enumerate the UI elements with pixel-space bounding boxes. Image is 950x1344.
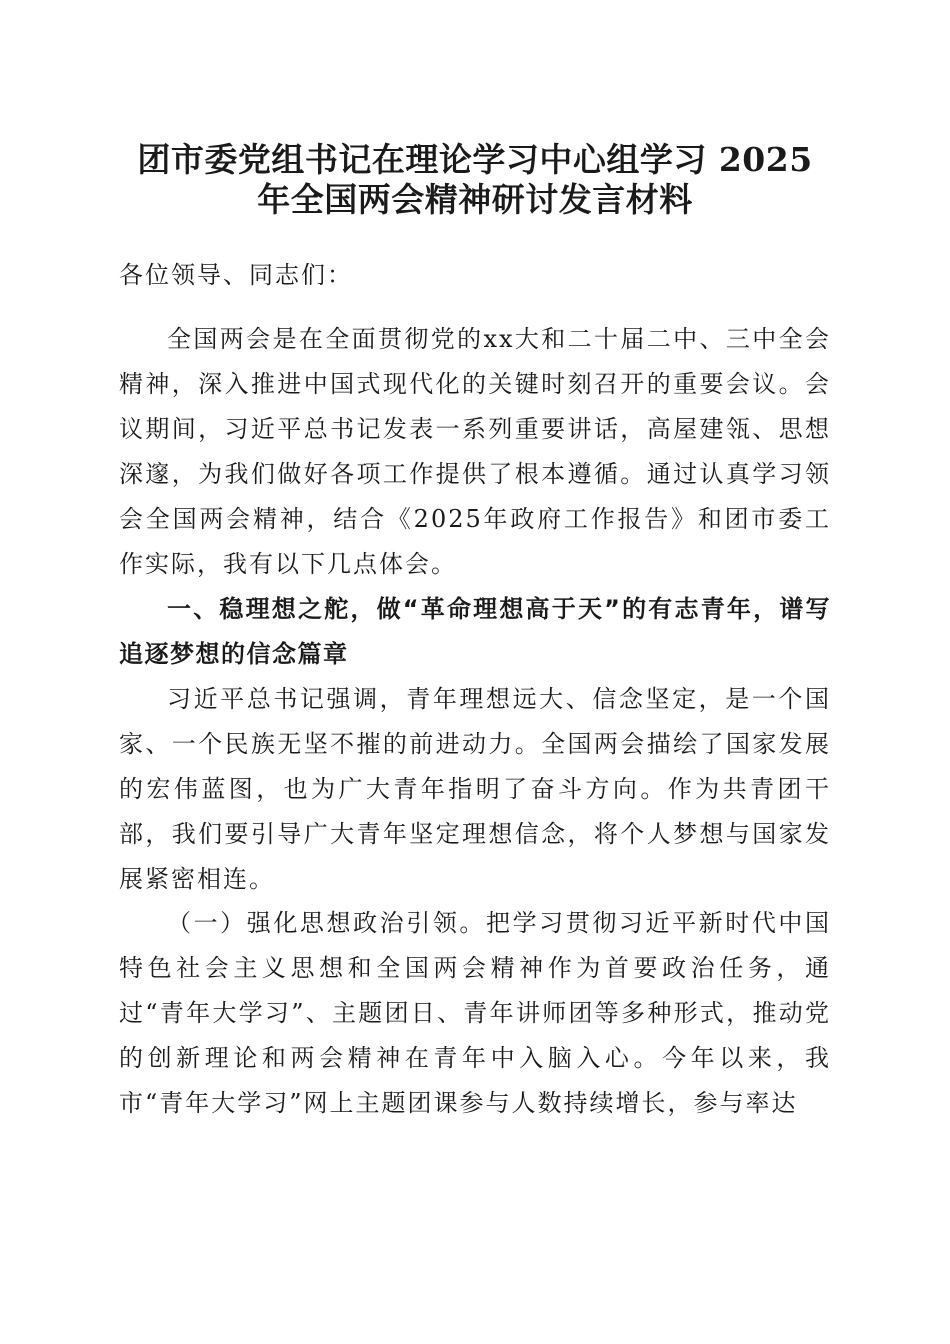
paragraph-section-1 — [119, 677, 831, 902]
paragraph-intro — [119, 317, 831, 587]
salutation-text: 各位领导、同志们： — [119, 261, 353, 289]
paragraph-subsection-1 — [119, 901, 831, 1126]
section-heading-1-text: 一、稳理想之舵，做“革命理想高于天”的有志青年，谱写追逐梦想的信念篇章 — [119, 595, 831, 668]
paragraph-section-1-text: 习近平总书记强调，青年理想远大、信念坚定，是一个国家、一个民族无坚不摧的前进动力。全国两会描绘了国家发展的宏伟蓝图，也为广大青年指明了奋斗方向。作为共青团干部，我们要引导广大青年坚定理想信念，将个人梦想与国家发展紧密相连。 — [119, 685, 831, 893]
title-line-2: 年全国两会精神研讨发言材料 — [257, 180, 693, 219]
section-heading-1 — [119, 587, 831, 677]
title-line-1: 团市委党组书记在理论学习中心组学习 2025 — [137, 140, 813, 179]
document-title — [100, 140, 850, 220]
paragraph-subsection-1-text: （一）强化思想政治引领。把学习贯彻习近平新时代中国特色社会主义思想和全国两会精神作为首要政治任务，通过“青年大学习”、主题团日、青年讲师团等多种形式，推动党的创新理论和两会精神在青年中入脑入心。今年以来，我市“青年大学习”网上主题团课参与人数持续增长，参与率达 — [119, 909, 831, 1117]
paragraph-intro-text: 全国两会是在全面贯彻党的xx大和二十届二中、三中全会精神，深入推进中国式现代化的关键时刻召开的重要会议。会议期间，习近平总书记发表一系列重要讲话，高屋建瓴、思想深邃，为我们做好各项工作提供了根本遵循。通过认真学习领会全国两会精神，结合《2025年政府工作报告》和团市委工作实际，我有以下几点体会。 — [119, 325, 831, 578]
salutation — [119, 253, 831, 298]
